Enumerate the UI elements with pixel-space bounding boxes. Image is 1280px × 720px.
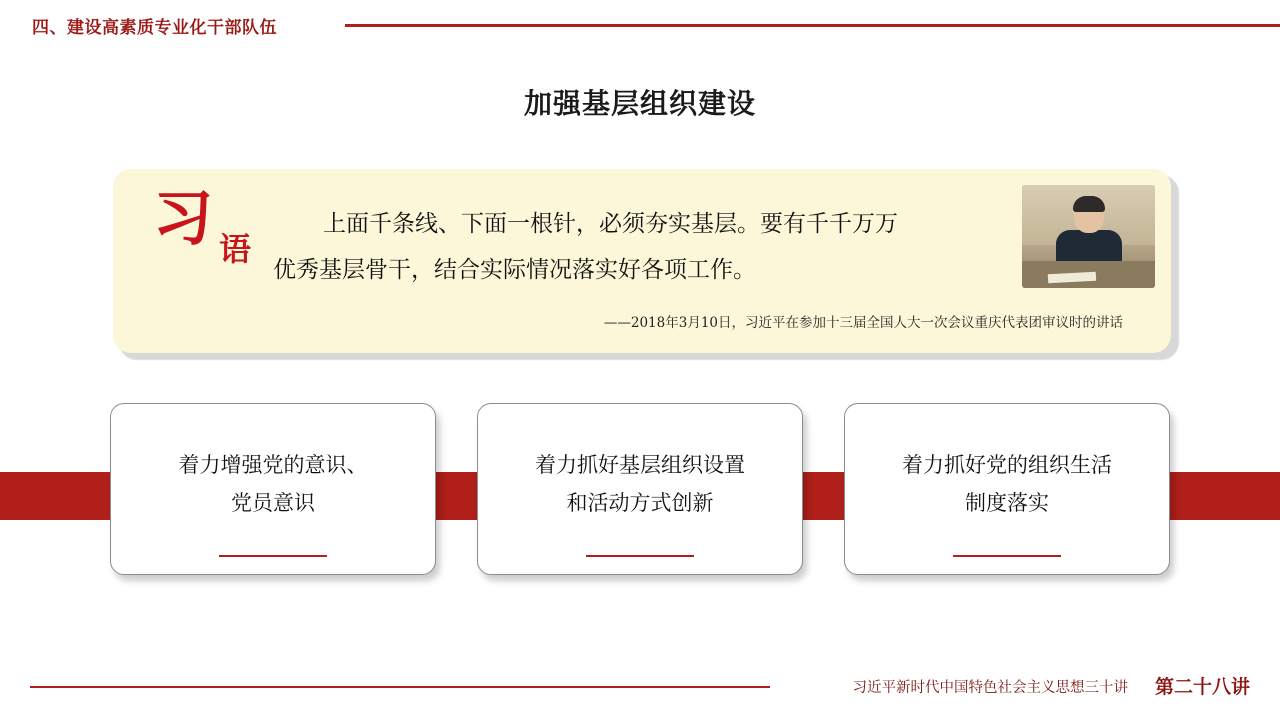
footer-divider [30,686,770,688]
slide-header [0,10,1280,44]
content-card-group [110,403,1170,575]
section-title: 四、建设高素质专业化干部队伍 [32,18,277,37]
slide-footer [0,660,1280,720]
portrait-hair [1073,196,1105,212]
card-text [125,446,421,522]
quote-text [273,201,1113,293]
content-card[interactable] [477,403,803,575]
xi-quote-logo-icon [147,184,277,283]
card-line-2: 党员意识 [231,491,315,515]
card-line-2: 和活动方式创新 [566,491,714,515]
quote-source: ——2018年3月10日，习近平在参加十三届全国人大一次会议重庆代表团审议时的讲话 [603,315,1123,331]
card-underline [953,555,1061,557]
speaker-portrait-image [1022,185,1155,288]
header-divider [345,24,1280,27]
card-text [859,446,1155,522]
xi-logo-sub-char: 语 [219,230,252,268]
card-text [492,446,788,522]
card-line-1: 着力抓好基层组织设置 [535,453,745,477]
page-title: 加强基层组织建设 [523,88,756,119]
xi-logo-char: 习 [153,184,213,254]
footer-book-title: 习近平新时代中国特色社会主义思想三十讲 [852,680,1128,696]
quote-card [113,169,1171,353]
card-line-2: 制度落实 [965,491,1049,515]
card-underline [586,555,694,557]
footer-lecture-number: 第二十八讲 [1154,676,1250,698]
quote-line-2: 优秀基层骨干，结合实际情况落实好各项工作。 [273,257,756,283]
content-card[interactable] [844,403,1170,575]
quote-line-1: 上面千条线、下面一根针，必须夯实基层。要有千千万万 [323,211,898,237]
card-line-1: 着力增强党的意识、 [178,453,368,477]
card-underline [219,555,327,557]
card-line-1: 着力抓好党的组织生活 [902,453,1112,477]
content-card[interactable] [110,403,436,575]
